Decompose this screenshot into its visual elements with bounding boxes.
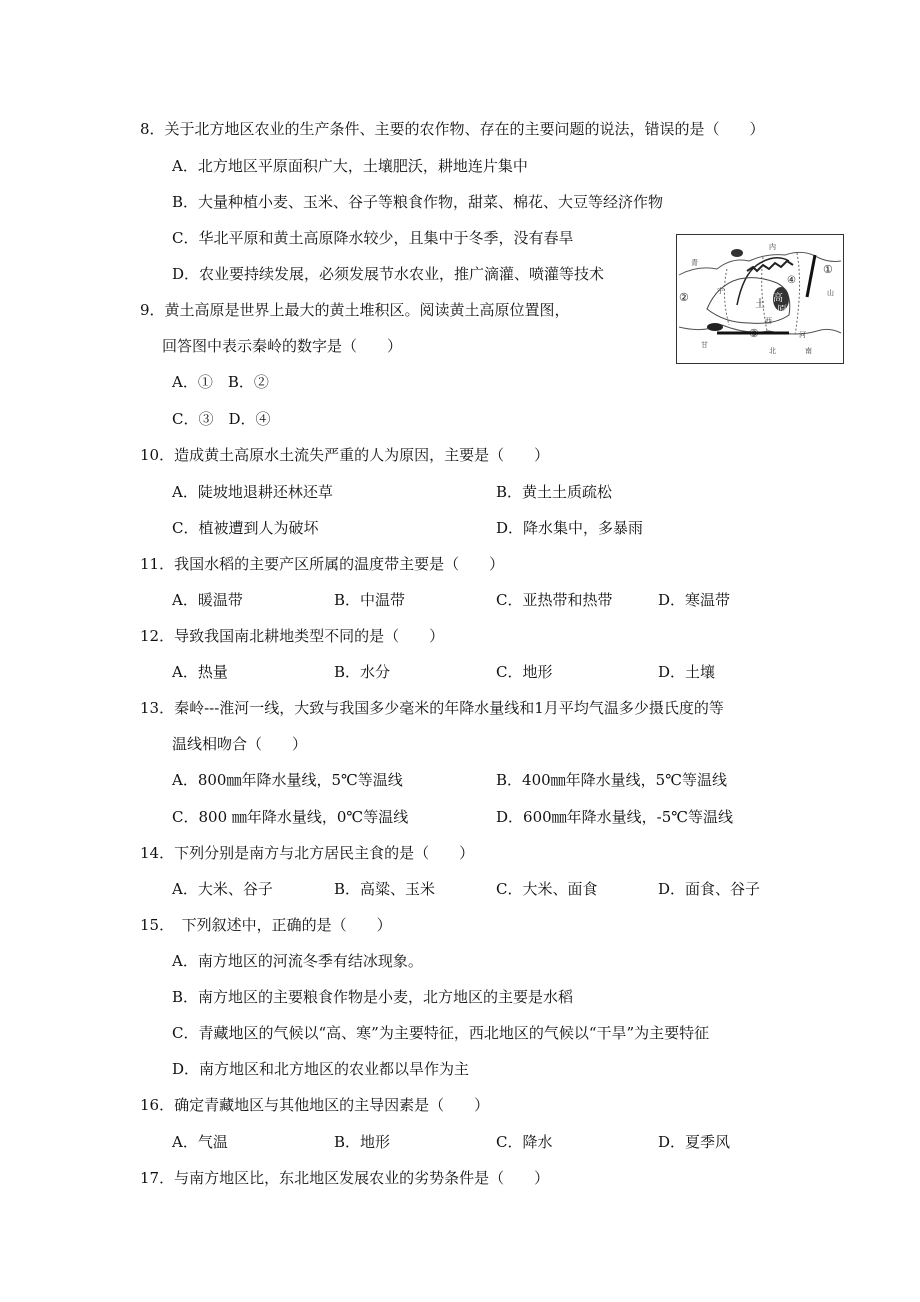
q13-option-c[interactable]: C．800 ㎜年降水量线，0℃等温线	[172, 808, 409, 826]
map-label-xi: 西	[765, 317, 772, 325]
map-label-yuan: 原	[777, 305, 787, 316]
loess-plateau-map	[676, 234, 844, 364]
q15-option-c[interactable]: C．青藏地区的气候以“高、寒”为主要特征，西北地区的气候以“干旱”为主要特征	[172, 1024, 710, 1042]
q15-option-d[interactable]: D．南方地区和北方地区的农业都以旱作为主	[172, 1060, 470, 1078]
q11-option-c[interactable]: C．亚热带和热带	[496, 591, 613, 609]
q8-option-d[interactable]: D．农业要持续发展，必须发展节水农业，推广滴灌、喷灌等技术	[172, 265, 605, 283]
q15-option-b[interactable]: B．南方地区的主要粮食作物是小麦，北方地区的主要是水稻	[172, 988, 574, 1006]
q8-stem: 8．关于北方地区农业的生产条件、主要的农作物、存在的主要问题的说法，错误的是（ ）	[140, 120, 765, 138]
q14-option-d[interactable]: D．面食、谷子	[658, 880, 761, 898]
map-label-he: 河	[799, 331, 806, 339]
q13-option-b[interactable]: B．400㎜年降水量线，5℃等温线	[496, 771, 727, 789]
q9-options-cd[interactable]: C．③ D．④	[172, 410, 271, 428]
q15-option-a[interactable]: A．南方地区的河流冬季有结冰现象。	[172, 952, 423, 970]
q14-option-c[interactable]: C．大米、面食	[496, 880, 598, 898]
q13-option-d[interactable]: D．600㎜年降水量线，-5℃等温线	[496, 808, 734, 826]
q9-options-ab[interactable]: A．① B．②	[172, 373, 269, 391]
map-label-bei: 北	[769, 347, 776, 355]
q16-option-d[interactable]: D．夏季风	[658, 1133, 731, 1151]
q12-option-b[interactable]: B．水分	[334, 663, 391, 681]
q10-option-c[interactable]: C．植被遭到人为破坏	[172, 519, 319, 537]
q11-option-a[interactable]: A．暖温带	[172, 591, 243, 609]
q14-option-b[interactable]: B．高粱、玉米	[334, 880, 436, 898]
q14-stem: 14．下列分别是南方与北方居民主食的是（ ）	[140, 844, 475, 862]
q15-stem: 15． 下列叙述中，正确的是（ ）	[140, 916, 392, 934]
q8-option-c[interactable]: C．华北平原和黄土高原降水较少，且集中于冬季，没有春旱	[172, 229, 574, 247]
q16-option-b[interactable]: B．地形	[334, 1133, 391, 1151]
q12-option-c[interactable]: C．地形	[496, 663, 553, 681]
map-label-tu: 土	[755, 299, 765, 310]
q10-stem: 10．造成黄土高原水土流失严重的人为原因，主要是（ ）	[140, 446, 550, 464]
map-dark-region	[707, 323, 723, 331]
q17-stem: 17．与南方地区比，东北地区发展农业的劣势条件是（ ）	[140, 1169, 550, 1187]
map-label-4: ④	[787, 275, 796, 286]
q10-option-b[interactable]: B．黄土土质疏松	[496, 483, 613, 501]
q11-option-d[interactable]: D．寒温带	[658, 591, 731, 609]
q12-stem: 12．导致我国南北耕地类型不同的是（ ）	[140, 627, 445, 645]
q9-stem-line2: 回答图中表示秦岭的数字是（ ）	[162, 337, 403, 355]
map-label-3: ③	[749, 327, 759, 340]
q11-option-b[interactable]: B．中温带	[334, 591, 406, 609]
map-label-shan: 山	[827, 289, 834, 297]
q16-stem: 16．确定青藏地区与其他地区的主导因素是（ ）	[140, 1096, 490, 1114]
q13-option-a[interactable]: A．800㎜年降水量线，5℃等温线	[172, 771, 403, 789]
map-label-gao: 高	[773, 293, 783, 304]
q16-option-c[interactable]: C．降水	[496, 1133, 553, 1151]
q16-option-a[interactable]: A．气温	[172, 1133, 228, 1151]
q14-option-a[interactable]: A．大米、谷子	[172, 880, 273, 898]
map-label-nan: 南	[805, 347, 812, 355]
q9-stem-line1: 9．黄土高原是世界上最大的黄土堆积区。阅读黄土高原位置图，	[140, 301, 570, 319]
q10-option-d[interactable]: D．降水集中，多暴雨	[496, 519, 644, 537]
map-label-ning: 宁	[717, 287, 724, 295]
map-label-1: ①	[823, 263, 833, 276]
q11-stem: 11．我国水稻的主要产区所属的温度带主要是（ ）	[140, 555, 505, 573]
map-label-gan: 甘	[701, 341, 708, 349]
q12-option-a[interactable]: A．热量	[172, 663, 228, 681]
q13-stem-line1: 13．秦岭---淮河一线，大致与我国多少毫米的年降水量线和1月平均气温多少摄氏度的等	[140, 699, 724, 717]
q12-option-d[interactable]: D．土壤	[658, 663, 716, 681]
q8-option-a[interactable]: A．北方地区平原面积广大，土壤肥沃，耕地连片集中	[172, 157, 528, 175]
q10-option-a[interactable]: A．陡坡地退耕还林还草	[172, 483, 333, 501]
q13-stem-line2: 温线相吻合（ ）	[172, 735, 308, 753]
map-label-qing: 青	[691, 259, 698, 267]
map-label-nei: 内	[769, 243, 776, 251]
q8-option-b[interactable]: B．大量种植小麦、玉米、谷子等粮食作物，甜菜、棉花、大豆等经济作物	[172, 193, 664, 211]
map-label-2: ②	[679, 291, 689, 304]
